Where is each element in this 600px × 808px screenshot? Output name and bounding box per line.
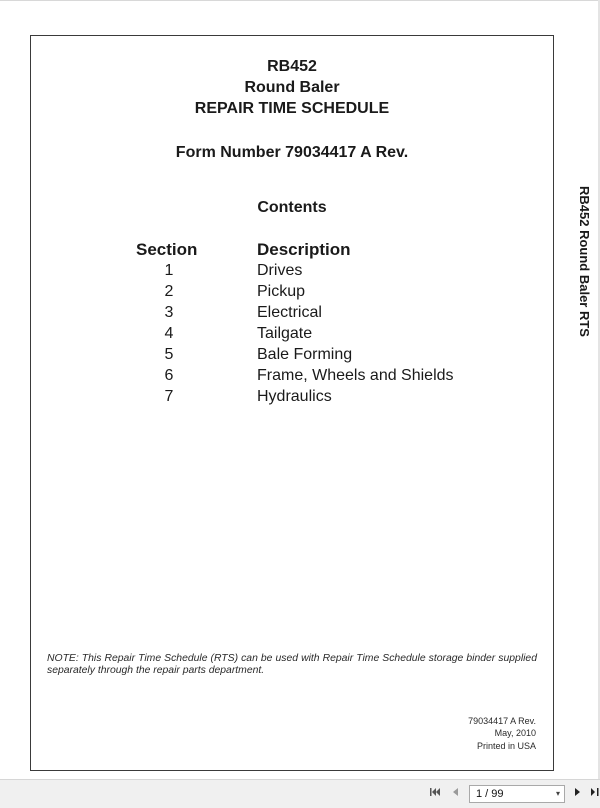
contents-row <box>0 325 560 346</box>
description-column-header: Description <box>257 240 351 259</box>
document-footer <box>468 715 536 752</box>
section-description: Drives <box>257 262 303 279</box>
next-page-icon[interactable] <box>572 786 584 802</box>
section-column-header: Section <box>136 240 198 259</box>
section-description: Pickup <box>257 283 306 300</box>
storage-note: NOTE: This Repair Time Schedule (RTS) can be used with Repair Time Schedule storage binder supplied separately through the repair parts department. <box>47 653 537 676</box>
section-number: 7 <box>164 388 174 405</box>
chevron-down-icon[interactable]: ▾ <box>555 789 560 798</box>
first-page-icon[interactable] <box>428 786 442 802</box>
document-title: REPAIR TIME SCHEDULE <box>194 100 390 117</box>
contents-row <box>0 367 560 388</box>
window-top-edge <box>0 0 600 1</box>
contents-list <box>0 262 560 409</box>
section-description: Frame, Wheels and Shields <box>257 367 454 384</box>
viewer-toolbar <box>0 779 600 808</box>
last-page-icon[interactable] <box>589 786 600 802</box>
product-title: Round Baler <box>244 79 340 96</box>
section-number: 4 <box>164 325 174 342</box>
footer-form-code: 79034417 A Rev. <box>468 716 536 726</box>
page-number-field[interactable] <box>469 785 565 803</box>
footer-date: May, 2010 <box>494 728 536 739</box>
contents-row <box>0 388 560 409</box>
section-description: Bale Forming <box>257 346 353 363</box>
section-number: 3 <box>164 304 174 321</box>
section-description: Hydraulics <box>257 388 332 405</box>
section-number: 2 <box>164 283 174 300</box>
section-number: 6 <box>164 367 174 384</box>
previous-page-icon[interactable] <box>448 786 462 802</box>
side-tab-label: RB452 Round Baler RTS <box>577 186 592 337</box>
footer-printed: Printed in USA <box>476 740 536 751</box>
form-number: Form Number 79034417 A Rev. <box>175 144 409 161</box>
contents-heading: Contents <box>257 199 327 216</box>
section-number: 1 <box>164 262 174 279</box>
section-description: Electrical <box>257 304 322 321</box>
contents-row <box>0 283 560 304</box>
model-title: RB452 <box>267 58 317 75</box>
contents-row <box>0 304 560 325</box>
page-indicator: 1 / 99 <box>476 788 504 800</box>
section-number: 5 <box>164 346 174 363</box>
section-description: Tailgate <box>257 325 313 342</box>
contents-row <box>0 346 560 367</box>
contents-row <box>0 262 560 283</box>
